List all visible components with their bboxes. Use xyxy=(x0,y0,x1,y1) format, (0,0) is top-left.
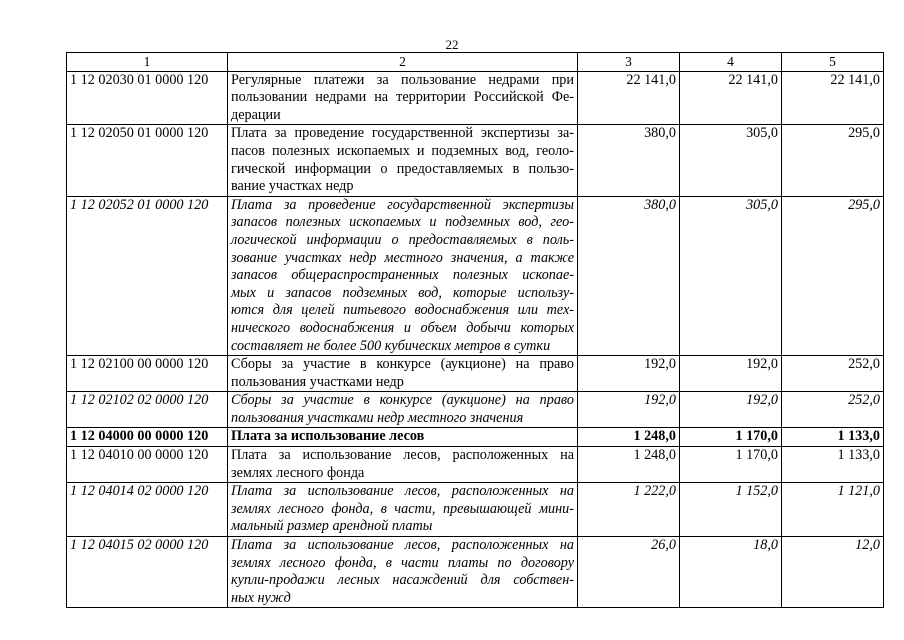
description-cell xyxy=(228,125,578,196)
budget-code-cell: 1 12 02052 01 0000 120 xyxy=(67,196,228,355)
description-line: Плата за проведение государственной экспертизы за- xyxy=(231,125,574,142)
budget-code-cell: 1 12 02030 01 0000 120 xyxy=(67,71,228,125)
table-row xyxy=(67,483,884,537)
budget-code-cell: 1 12 04010 00 0000 120 xyxy=(67,447,228,483)
description-line: пользования участками недр xyxy=(231,373,404,390)
budget-code-cell: 1 12 04014 02 0000 120 xyxy=(67,483,228,537)
column-header: 1 xyxy=(67,53,228,72)
description-line: Сборы за участие в конкурсе (аукционе) на право xyxy=(231,392,574,409)
amount-cell-3: 1 248,0 xyxy=(578,447,680,483)
budget-table xyxy=(66,52,884,608)
table-row xyxy=(67,356,884,392)
amount-cell-3: 26,0 xyxy=(578,537,680,608)
description-line: Плата за использование лесов, расположенных на xyxy=(231,537,574,554)
amount-cell-3: 1 222,0 xyxy=(578,483,680,537)
column-header: 3 xyxy=(578,53,680,72)
description-line: логической информации о предоставляемых в поль- xyxy=(231,231,574,248)
description-line: зование участках недр местного значения, а также xyxy=(231,249,574,266)
amount-cell-3: 380,0 xyxy=(578,125,680,196)
amount-cell-3: 192,0 xyxy=(578,356,680,392)
amount-cell-4: 1 170,0 xyxy=(680,447,782,483)
description-line: Сборы за участие в конкурсе (аукционе) на право xyxy=(231,356,574,373)
description-line: нического водоснабжения и объем добычи которых xyxy=(231,319,574,336)
description-line: составляет не более 500 кубических метров в сутки xyxy=(231,337,551,354)
budget-code-cell: 1 12 02102 02 0000 120 xyxy=(67,392,228,428)
table-row xyxy=(67,125,884,196)
budget-code-cell: 1 12 04000 00 0000 120 xyxy=(67,428,228,447)
column-header: 5 xyxy=(782,53,884,72)
description-cell xyxy=(228,483,578,537)
amount-cell-4: 18,0 xyxy=(680,537,782,608)
amount-cell-5: 295,0 xyxy=(782,125,884,196)
description-line: мых и запасов подземных вод, которые использу- xyxy=(231,284,574,301)
description-cell xyxy=(228,428,578,447)
description-line: Плата за использование лесов, расположенных на xyxy=(231,483,574,500)
amount-cell-5: 1 133,0 xyxy=(782,428,884,447)
amount-cell-4: 305,0 xyxy=(680,125,782,196)
description-line: землях лесного фонда, в части платы по договору xyxy=(231,554,574,571)
table-header-row xyxy=(67,53,884,72)
description-line: мальный размер арендной платы xyxy=(231,518,433,535)
description-line: пользования участками недр местного значения xyxy=(231,409,524,426)
description-line: Плата за использование лесов xyxy=(231,428,425,445)
description-line: землях лесного фонда xyxy=(231,464,365,481)
budget-code-cell: 1 12 02100 00 0000 120 xyxy=(67,356,228,392)
amount-cell-5: 295,0 xyxy=(782,196,884,355)
description-line: вание участках недр xyxy=(231,178,354,195)
amount-cell-3: 380,0 xyxy=(578,196,680,355)
description-line: гической информации о предоставляемых в пользо- xyxy=(231,160,574,177)
description-line: пасов полезных ископаемых и подземных вод, геоло- xyxy=(231,142,574,159)
table-row xyxy=(67,537,884,608)
amount-cell-4: 192,0 xyxy=(680,356,782,392)
amount-cell-5: 252,0 xyxy=(782,356,884,392)
amount-cell-5: 1 133,0 xyxy=(782,447,884,483)
table-row xyxy=(67,392,884,428)
table-row xyxy=(67,196,884,355)
amount-cell-4: 1 152,0 xyxy=(680,483,782,537)
description-cell xyxy=(228,392,578,428)
description-cell xyxy=(228,537,578,608)
amount-cell-5: 1 121,0 xyxy=(782,483,884,537)
amount-cell-4: 22 141,0 xyxy=(680,71,782,125)
amount-cell-3: 1 248,0 xyxy=(578,428,680,447)
description-line: купли-продажи лесных насаждений для собствен- xyxy=(231,572,574,589)
description-line: пользовании недрами на территории Российской Фе- xyxy=(231,89,574,106)
amount-cell-5: 252,0 xyxy=(782,392,884,428)
amount-cell-4: 305,0 xyxy=(680,196,782,355)
budget-code-cell: 1 12 04015 02 0000 120 xyxy=(67,537,228,608)
amount-cell-5: 12,0 xyxy=(782,537,884,608)
description-line: Регулярные платежи за пользование недрами при xyxy=(231,71,574,88)
description-line: ются для целей питьевого водоснабжения или тех- xyxy=(231,302,574,319)
amount-cell-4: 1 170,0 xyxy=(680,428,782,447)
column-header: 2 xyxy=(228,53,578,72)
description-line: дерации xyxy=(231,106,281,123)
column-header: 4 xyxy=(680,53,782,72)
description-cell xyxy=(228,196,578,355)
amount-cell-5: 22 141,0 xyxy=(782,71,884,125)
description-line: запасов полезных ископаемых и подземных вод, гео- xyxy=(231,214,574,231)
page-number: 22 xyxy=(445,37,459,52)
description-line: запасов общераспространенных полезных ископае- xyxy=(231,267,574,284)
description-line: ных нужд xyxy=(231,589,291,606)
amount-cell-4: 192,0 xyxy=(680,392,782,428)
table-row xyxy=(67,447,884,483)
description-line: землях лесного фонда, в части, превышающей мини- xyxy=(231,500,574,517)
budget-code-cell: 1 12 02050 01 0000 120 xyxy=(67,125,228,196)
description-cell xyxy=(228,356,578,392)
description-cell xyxy=(228,71,578,125)
amount-cell-3: 192,0 xyxy=(578,392,680,428)
table-row xyxy=(67,71,884,125)
amount-cell-3: 22 141,0 xyxy=(578,71,680,125)
description-line: Плата за использование лесов, расположенных на xyxy=(231,447,574,464)
description-line: Плата за проведение государственной экспертизы xyxy=(231,196,574,213)
table-row xyxy=(67,428,884,447)
description-cell xyxy=(228,447,578,483)
